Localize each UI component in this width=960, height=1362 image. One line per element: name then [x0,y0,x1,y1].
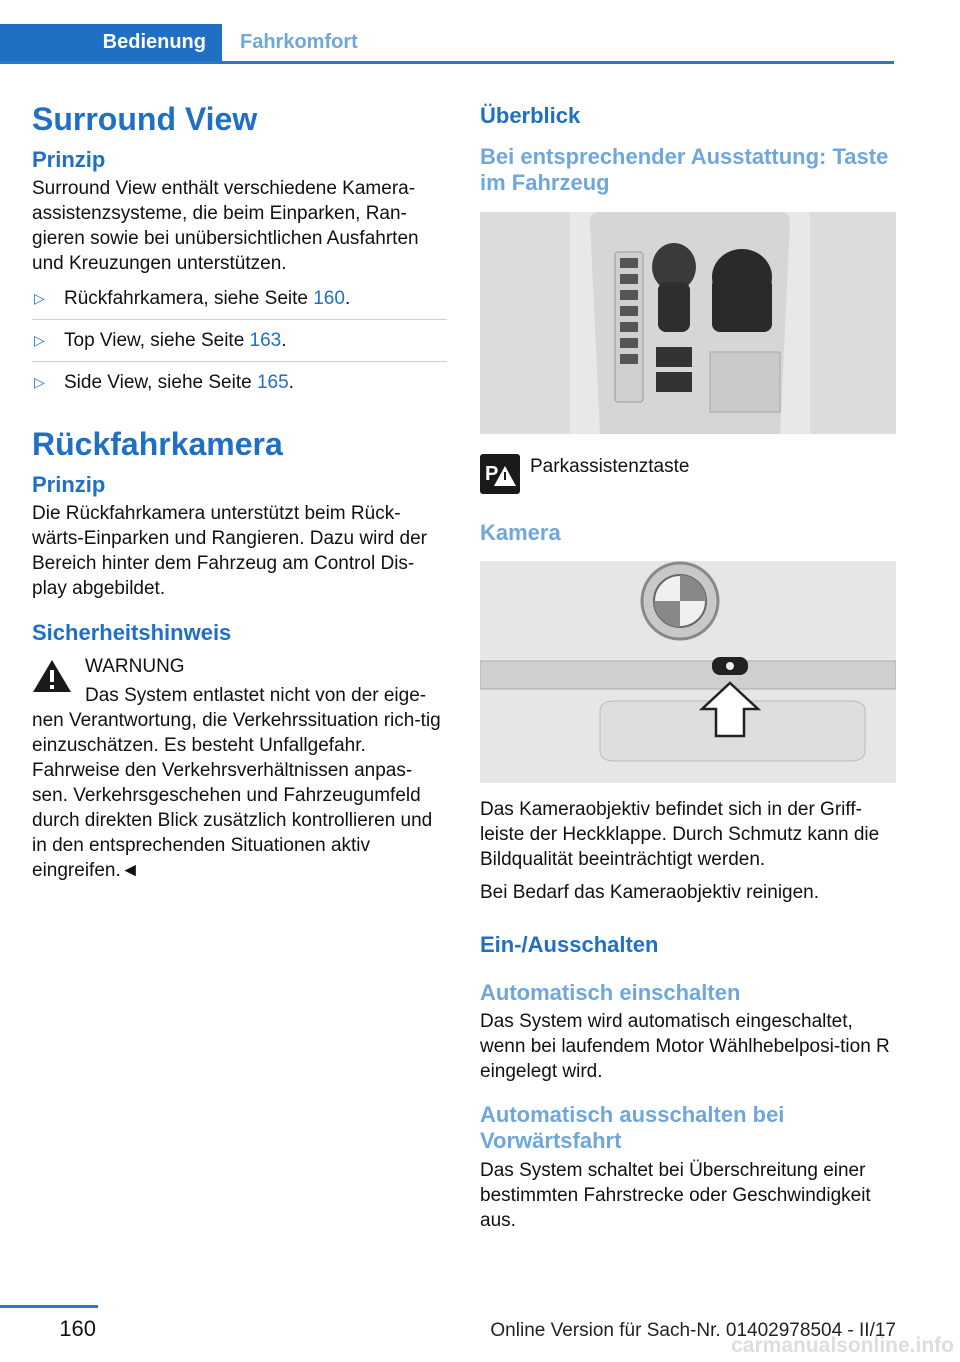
para-auto-ausschalten: Das System schaltet bei Überschreitung einer bestimmten Fahrstrecke oder Geschwindigkeit aus. [480,1160,871,1232]
para-rueckfahrkamera: Die Rückfahrkamera unterstützt beim Rück-wärts-Einparken und Rangieren. Dazu wird der Bereich hinter dem Fahrzeug am Control Dis-play abgebildet. [32,502,427,599]
warning-text: nen Verantwortung, die Verkehrssituation rich-tig einzuschätzen. Es besteht Unfallgefahr. Fahrweise den Verkehrsverhältnissen anpas-sen. Verkehrsgeschehen und Fahrzeugumfeld durch direkten Blick zusätzlich kontrollieren und in den entsprechenden Situationen aktiv eingreifen.◄ [32,710,441,882]
heading-auto-ausschalten: Automatisch ausschalten bei Vorwärtsfahrt [480,1101,785,1153]
footer-rule [0,1305,98,1308]
bullet-text: Top View, siehe Seite [64,329,250,351]
bullet-text: Rückfahrkamera, siehe Seite [64,287,314,309]
heading-auto-einschalten: Automatisch einschalten [480,980,741,1006]
para-kamera-1: Das Kameraobjektiv befindet sich in der Griff-leiste der Heckklappe. Durch Schmutz kann die Bildqualität beeinträchtigt werden. [480,798,880,870]
heading-ueberblick: Überblick [480,103,581,128]
tab-fahrkomfort[interactable]: Fahrkomfort [240,31,358,53]
tab-bedienung[interactable]: Bedienung [0,24,222,61]
bullet-list [32,286,447,403]
subtitle-prinzip-2: Prinzip [32,472,106,498]
park-assist-button-icon [480,454,520,494]
warning-triangle-icon [32,658,72,694]
left-column [32,96,447,883]
park-assist-label: Parkassistenztaste [530,456,690,478]
page-link-163[interactable]: 163 [249,329,282,351]
center-console-image [480,212,896,434]
bullet-text: Side View, siehe Seite [64,371,257,393]
subtitle-prinzip-1: Prinzip [32,147,106,173]
page-link-160[interactable]: 160 [313,287,345,309]
svg-text:P: P [485,463,499,486]
para-kamera-2: Bei Bedarf das Kameraobjektiv reinigen. [480,881,820,903]
online-version-note: Online Version für Sach-Nr. 01402978504 - II/17 [490,1320,896,1341]
button-legend [480,454,896,494]
list-item: ▷ Top View, siehe Seite 163. [32,328,447,362]
header-tabs [0,24,894,64]
triangle-bullet-icon: ▷ [34,331,45,348]
page-number: 160 [59,1316,96,1341]
warning-title: WARNUNG [85,656,185,678]
subtitle-sicherheitshinweis: Sicherheitshinweis [32,619,232,645]
camera-image [480,561,896,783]
title-rueckfahrkamera: Rückfahrkamera [32,425,283,462]
para-surround-view: Surround View enthält verschiedene Kamera-assistenzsysteme, die beim Einparken, Ran-gieren sowie bei unübersichtlichen Ausfahrten und Kreuzungen unterstützen. [32,177,419,274]
list-item: ▷ Side View, siehe Seite 165. [34,371,294,393]
page-link-165[interactable]: 165 [256,371,289,393]
heading-ausstattung: Bei entsprechender Ausstattung: Taste im Fahrzeug [480,143,889,195]
heading-ein-ausschalten: Ein-/Ausschalten [480,931,659,957]
warning-block [32,654,447,883]
right-column [480,96,896,1233]
title-surround-view: Surround View [32,101,258,137]
watermark: carmanualsonline.info [731,1334,954,1357]
heading-kamera: Kamera [480,520,561,546]
para-auto-einschalten: Das System wird automatisch eingeschaltet, wenn bei laufendem Motor Wählhebelposi-tion R eingelegt wird. [480,1010,890,1082]
warning-first-line: Das System entlastet nicht von der eige- [85,685,427,707]
list-item: ▷ Rückfahrkamera, siehe Seite 160. [32,286,447,320]
triangle-bullet-icon: ▷ [34,289,45,306]
triangle-bullet-icon: ▷ [34,373,45,390]
